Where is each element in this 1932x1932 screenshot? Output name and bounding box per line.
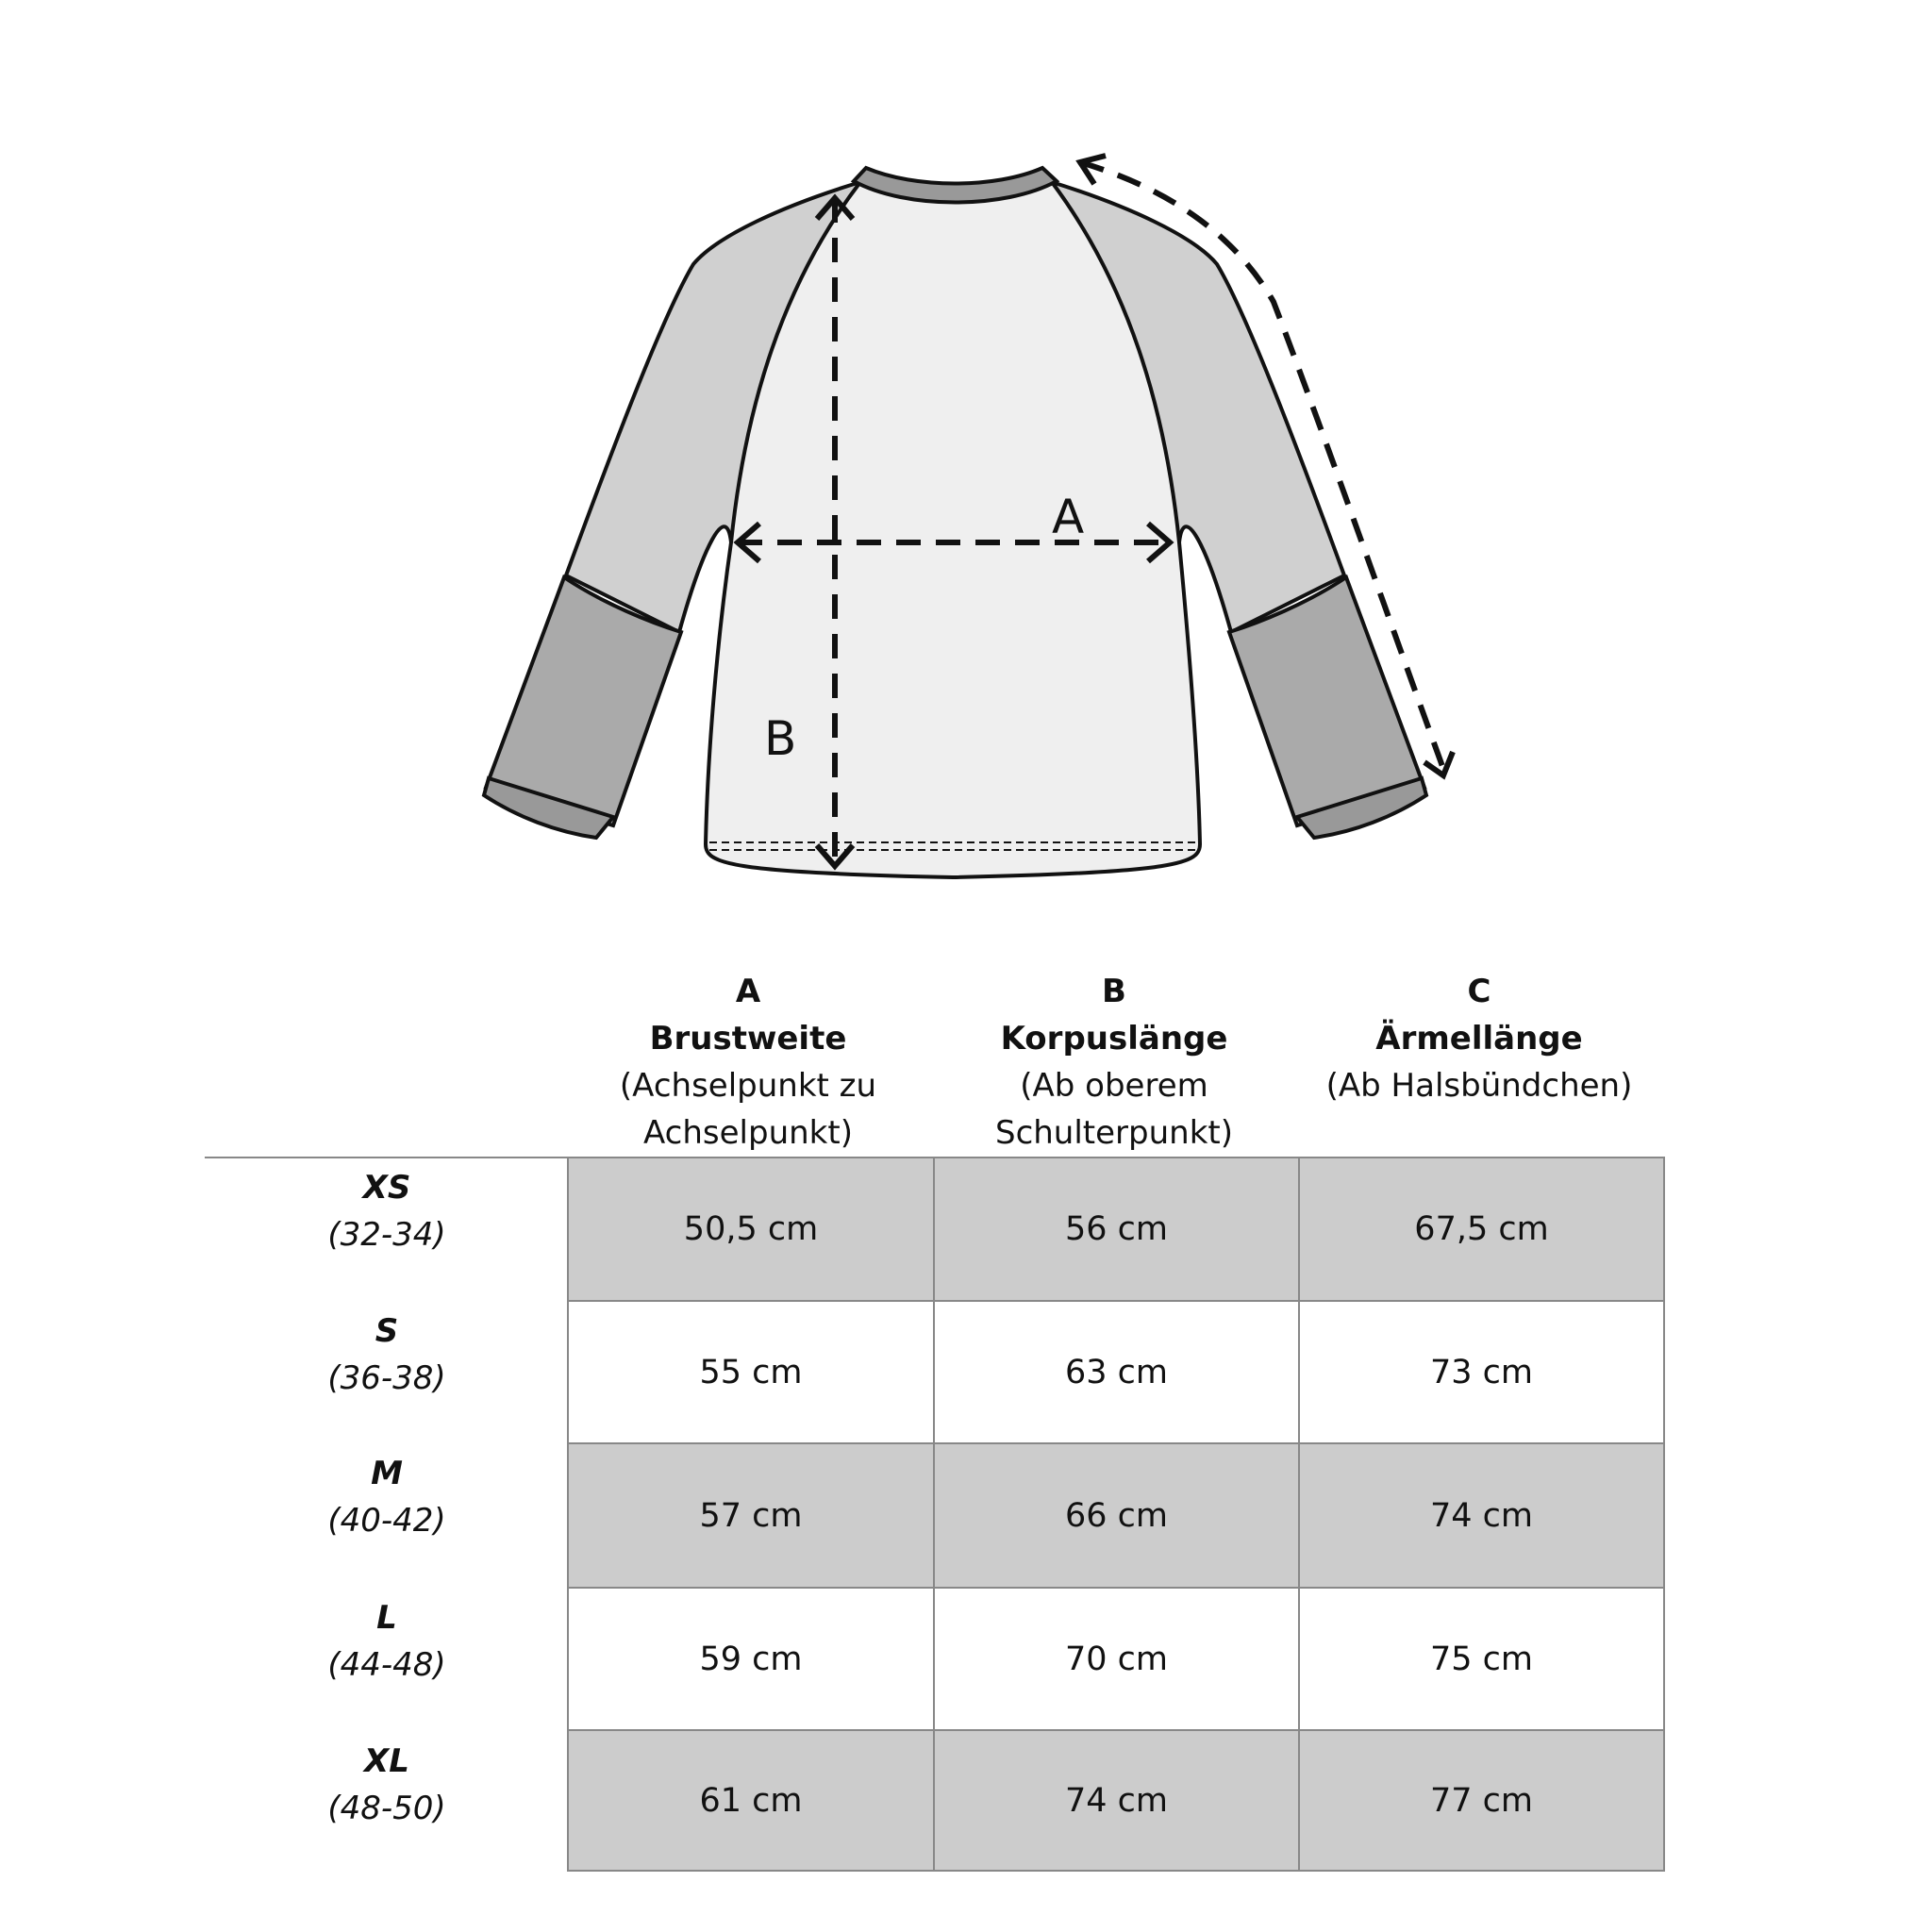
measure-b-label: B xyxy=(764,711,797,766)
table-cell: 77 cm xyxy=(1300,1731,1663,1870)
size-range: (32-34) xyxy=(327,1216,446,1254)
table-cell: 75 cm xyxy=(1300,1589,1663,1731)
size-label: M xyxy=(371,1455,403,1492)
table-cell: 59 cm xyxy=(569,1589,935,1731)
column-header-a xyxy=(564,968,932,1157)
table-cell: 74 cm xyxy=(935,1731,1300,1870)
column-desc: (Ab oberem xyxy=(1020,1067,1208,1105)
column-letter: C xyxy=(1467,973,1491,1010)
column-header-c xyxy=(1295,968,1663,1109)
size-range: (36-38) xyxy=(327,1359,446,1397)
table-cell: 67,5 cm xyxy=(1300,1158,1663,1302)
column-desc: (Ab Halsbündchen) xyxy=(1325,1067,1633,1105)
sweater-diagram xyxy=(0,0,1932,906)
size-range: (40-42) xyxy=(327,1502,446,1540)
column-desc: (Achselpunkt zu xyxy=(619,1067,877,1105)
column-letter: B xyxy=(1102,973,1126,1010)
table-cell: 56 cm xyxy=(935,1158,1300,1302)
row-header-m xyxy=(283,1450,491,1544)
size-label: L xyxy=(376,1599,397,1637)
column-name: Ärmellänge xyxy=(1375,1020,1583,1058)
row-header-s xyxy=(283,1307,491,1402)
size-range: (44-48) xyxy=(327,1646,446,1684)
table-cell: 55 cm xyxy=(569,1302,935,1444)
measure-a-label: A xyxy=(1052,490,1085,544)
size-table xyxy=(567,1157,1665,1872)
table-cell: 50,5 cm xyxy=(569,1158,935,1302)
table-cell: 66 cm xyxy=(935,1444,1300,1589)
table-cell: 63 cm xyxy=(935,1302,1300,1444)
table-cell: 74 cm xyxy=(1300,1444,1663,1589)
column-name: Korpuslänge xyxy=(1000,1020,1228,1058)
size-label: XS xyxy=(362,1169,411,1207)
column-header-b xyxy=(930,968,1298,1157)
table-cell: 73 cm xyxy=(1300,1302,1663,1444)
column-desc: Schulterpunkt) xyxy=(994,1114,1233,1152)
header-divider xyxy=(205,1157,568,1158)
table-cell: 70 cm xyxy=(935,1589,1300,1731)
table-cell: 61 cm xyxy=(569,1731,935,1870)
row-header-xs xyxy=(283,1164,491,1258)
size-label: S xyxy=(375,1312,399,1350)
row-header-l xyxy=(283,1594,491,1689)
size-label: XL xyxy=(364,1742,409,1780)
row-header-xl xyxy=(283,1738,491,1832)
column-letter: A xyxy=(735,973,761,1010)
size-range: (48-50) xyxy=(327,1790,446,1827)
table-cell: 57 cm xyxy=(569,1444,935,1589)
column-name: Brustweite xyxy=(649,1020,847,1058)
column-desc: Achselpunkt) xyxy=(643,1114,853,1152)
